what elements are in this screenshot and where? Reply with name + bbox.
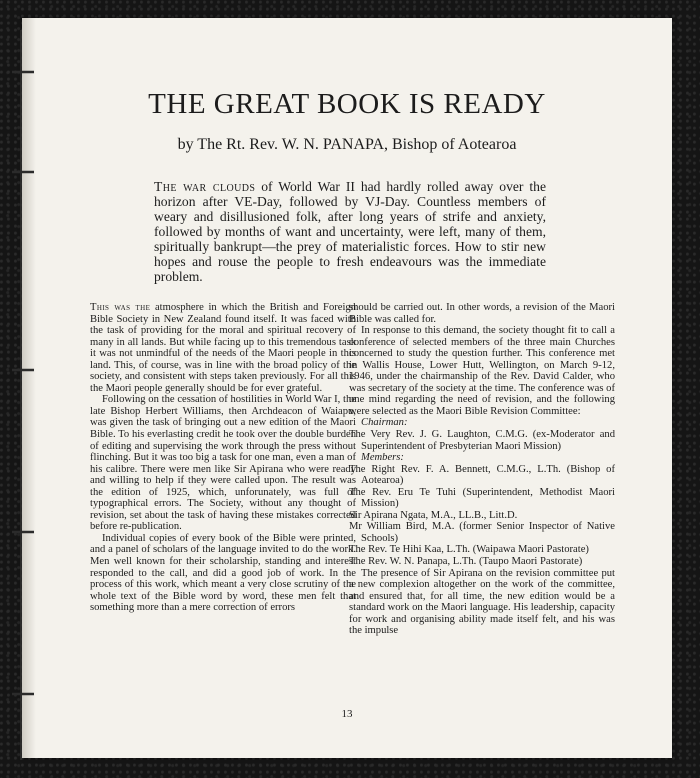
left-p1-lead: This was the [90, 302, 151, 313]
article-title: THE GREAT BOOK IS READY [148, 88, 546, 120]
page-number: 13 [341, 708, 353, 720]
left-p1-text: atmosphere in which the British and Foreign Bible Society in New Zealand found itself. It was faced with the task of providing for the moral and spiritual recovery of many in all lands. But while facing up to this tremendous task it was not unmindful of the needs of the Maori people in this land. This, of course, was in line with the broad policy of the society, and consistent with steps taken previously. For all this the Maori people generally should be for ever grateful. [90, 302, 357, 394]
left-paragraph-3: Individual copies of every book of the Bible were printed, and a panel of scholars of the language invited to do the work. Men well known for their scholarship, standing and interest responded to the call, and did a good job of work. In the process of this work, which meant a very close scrutiny of the whole text of the Bible word by word, these men felt that something more than a mere correction of errors [90, 532, 356, 614]
left-paragraph-1 [90, 302, 356, 394]
binding-staples [0, 0, 46, 778]
left-column [90, 302, 356, 614]
right-paragraph-3: The presence of Sir Apirana on the revision committee put a new complexion altogether on the work of the committee, and ensured that, for all time, the new edition would be a standard work on the Maori language. His leadership, capacity for work and organising ability made itself felt, and his was the impulse [349, 567, 615, 637]
intro-lead: The war clouds [154, 179, 256, 194]
member-entry: Mr William Bird, M.A. (former Senior Inspector of Native Schools) [349, 521, 615, 544]
article-byline: by The Rt. Rev. W. N. PANAPA, Bishop of Aotearoa [177, 136, 517, 153]
member-entry: The Right Rev. F. A. Bennett, C.M.G., L.Th. (Bishop of Aotearoa) [349, 463, 615, 487]
members-heading: Members: [361, 452, 404, 464]
right-column [349, 302, 615, 637]
intro-text: of World War II had hardly rolled away over the horizon after VE-Day, followed by VJ-Day. Countless members of weary and disillusioned folk, after long years of strife and anxiety, followed by months of want and uncertainty, were left, many of them, spiritually bankrupt—the prey of materialistic forces. How to stir new hopes and rouse the people to fresh endeavours was the immediate problem. [154, 179, 546, 284]
document-page [22, 18, 672, 758]
left-paragraph-2: Following on the cessation of hostilities in World War I, the late Bishop Herbert Williams, then Archdeacon of Waiapu, was given the task of bringing out a new edition of the Maori Bible. To his everlasting credit he took over the double burden of editing and supervising the work through the press without flinching. But it was too big a task for one man, even a man of his calibre. There were men like Sir Apirana who were ready and willing to help if they were called upon. The result was the edition of 1925, which, unforunately, was full of typographical errors. The Society, without any thought of revision, set about the task of having these mistakes corrected before re-publication. [90, 394, 356, 533]
member-entry: The Rev. Te Hihi Kaa, L.Th. (Waipawa Maori Pastorate) [349, 544, 589, 556]
chairman-entry: The Very Rev. J. G. Laughton, C.M.G. (ex-Moderator and Superintendent of Presbyterian Maori Mission) [349, 429, 615, 452]
article-intro [154, 179, 546, 284]
member-entry: The Rev. Eru Te Tuhi (Superintendent, Methodist Maori Mission) [349, 486, 615, 510]
chairman-heading: Chairman: [361, 417, 408, 429]
right-paragraph-1: should be carried out. In other words, a revision of the Maori Bible was called for. [349, 302, 615, 325]
member-entry: The Rev. W. N. Panapa, L.Th. (Taupo Maori Pastorate) [349, 556, 583, 568]
right-paragraph-2: In response to this demand, the society thought fit to call a conference of selected members of the three main Churches concerned to study the question further. This conference met in Wallis House, Lower Hutt, Wellington, on March 9-12, 1946, under the chairmanship of the Rev. David Calder, who was secretary of the society at the time. The conference was of one mind regarding the need of revision, and the following were selected as the Maori Bible Revision Committee: [349, 325, 615, 417]
member-entry: Sir Apirana Ngata, M.A., LL.B., Litt.D. [349, 509, 518, 521]
